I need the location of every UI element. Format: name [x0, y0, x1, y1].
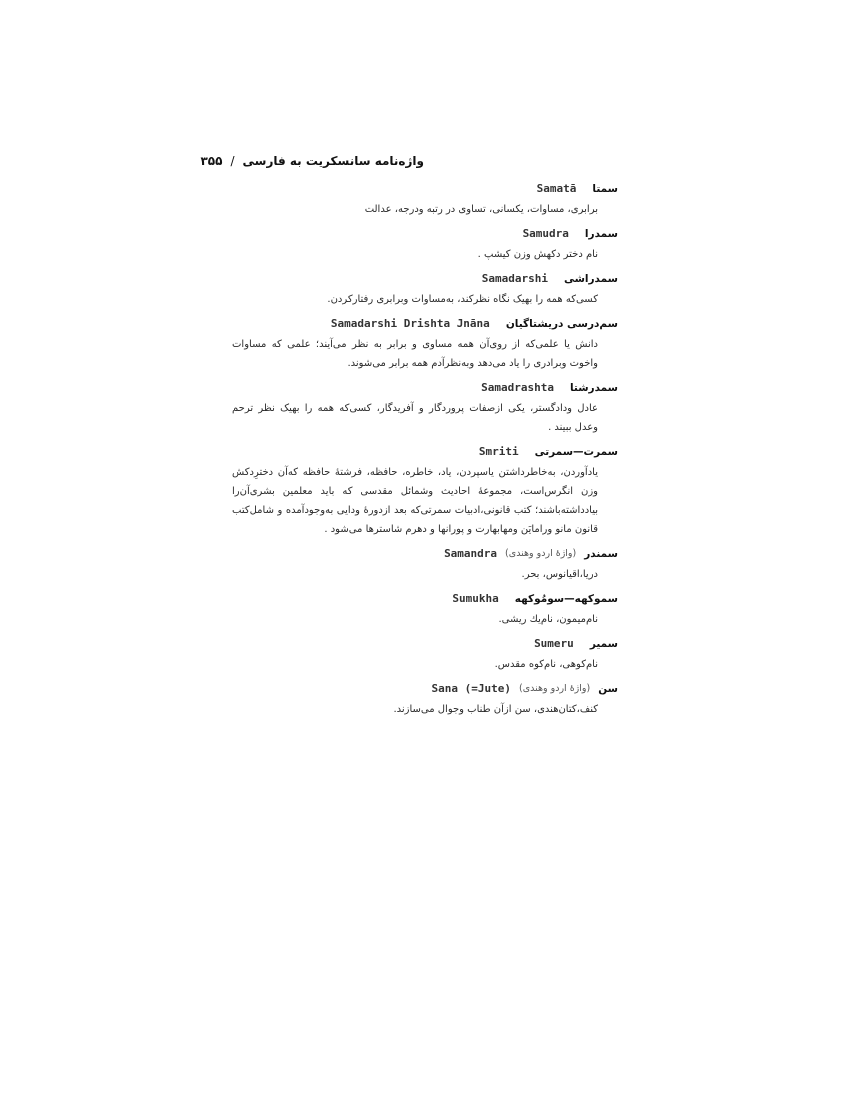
entry: [232, 445, 618, 539]
headword-transliteration: Samatā: [536, 182, 577, 195]
entry-definition: یادآوردن، به‌خاطرداشتن یاسپردن، یاد، خاطره، حافظه، فرشتهٔ حافظه که‌آن دخترِدکش وزن انگرس‌است، مجموعهٔ احادیث وشمائل مقدسی که باید معلمین بشری‌آن‌را بیادداشته‌باشند؛ کتب قانونی،ادبیات سمرتی‌که بعد ازدورهٔ ودایی به‌وجودآمده و شامل‌کتب قانون مانو ورامایَن ومهابهارت و پورانها و دهرم شاسترها می‌شود .: [232, 467, 598, 535]
entry-definition: کنف،کتان‌هندی، سن ازآن طناب وجوال می‌سازند.: [393, 704, 598, 715]
entry-definition: دانش یا علمی‌که از روی‌آن همه مساوی و برابر به نظر می‌آیند؛ علمی که مساوات واخوت وبرادری را یاد می‌دهد وبه‌نظرآدم همه برابر می‌شوند.: [232, 339, 598, 369]
headword-persian: سمیر: [589, 637, 618, 650]
headword-persian: سمرت—سمرتی: [534, 445, 618, 458]
entry-headword: [232, 227, 618, 240]
headword-transliteration: Sumukha: [452, 592, 499, 605]
entry-headword: [232, 445, 618, 458]
entry: [232, 317, 618, 373]
header-separator: /: [230, 154, 235, 168]
book-title: واژه‌نامه سانسکریت به فارسی: [242, 154, 424, 168]
entry-headword: [232, 682, 618, 695]
entry-headword: [232, 182, 618, 195]
headword-persian: سمدراشی: [563, 272, 618, 285]
entry-headword: [232, 547, 618, 560]
entry: [232, 182, 618, 219]
entry: [232, 272, 618, 309]
headword-persian: سموکهه—سومُوکهه: [514, 592, 618, 605]
entry-definition: دریا،اقیانوس، بحر.: [521, 569, 598, 580]
entry-headword: [232, 381, 618, 394]
headword-transliteration: Samudra: [522, 227, 569, 240]
headword-transliteration: Samadarshi Drishta Jnāna: [330, 317, 490, 330]
entry-definition: کسی‌که همه را بهیک نگاه نظرکند، به‌مساوات وبرابری رفتارکردن.: [327, 294, 598, 305]
entry: [232, 592, 618, 629]
headword-note: (واژهٔ اردو وهندی): [505, 548, 577, 559]
headword-persian: سمتا: [592, 182, 618, 195]
entry-headword: [232, 317, 618, 330]
entry: [232, 637, 618, 674]
entry-headword: [232, 272, 618, 285]
entry-headword: [232, 637, 618, 650]
headword-transliteration: Smriti: [478, 445, 519, 458]
headword-transliteration: Samadrashta: [481, 381, 554, 394]
entry: [232, 227, 618, 264]
headword-persian: سمندر: [584, 547, 618, 560]
entry-definition: نام دختر دکهش وزن کیشپ .: [477, 249, 598, 260]
headword-persian: سن: [598, 682, 618, 695]
entry: [232, 547, 618, 584]
entry-definition: برابری، مساوات، یکسانی، تساوی در رتبه ودرجه، عدالت: [364, 204, 598, 215]
headword-transliteration: Sana (=Jute): [431, 682, 512, 695]
entry-definition: نام‌میمون، نام‌یك ریشی.: [498, 614, 598, 625]
entry: [232, 682, 618, 719]
headword-persian: سمدرا: [584, 227, 618, 240]
entry-definition: عادل وداد‌گستر، یکی ازصفات پروردگار و آفریدگار، کسی‌که همه را بهیک نظر ترحم وعدل ببیند .: [232, 403, 598, 433]
entry: [232, 381, 618, 437]
headword-transliteration: Samadarshi: [481, 272, 548, 285]
headword-transliteration: Sumeru: [534, 637, 574, 650]
headword-note: (واژهٔ اردو وهندی): [519, 683, 591, 694]
entry-headword: [232, 592, 618, 605]
running-header: [200, 150, 424, 172]
page-number: ۳۵۵: [200, 154, 223, 168]
entry-definition: نام‌کوهی، نام‌کوه مقدس.: [494, 659, 598, 670]
headword-persian: سم‌درسی دریشتاگیان: [505, 317, 618, 330]
headword-persian: سمدرشتا: [569, 381, 618, 394]
dictionary-entries: [232, 182, 618, 727]
headword-transliteration: Samandra: [444, 547, 498, 560]
